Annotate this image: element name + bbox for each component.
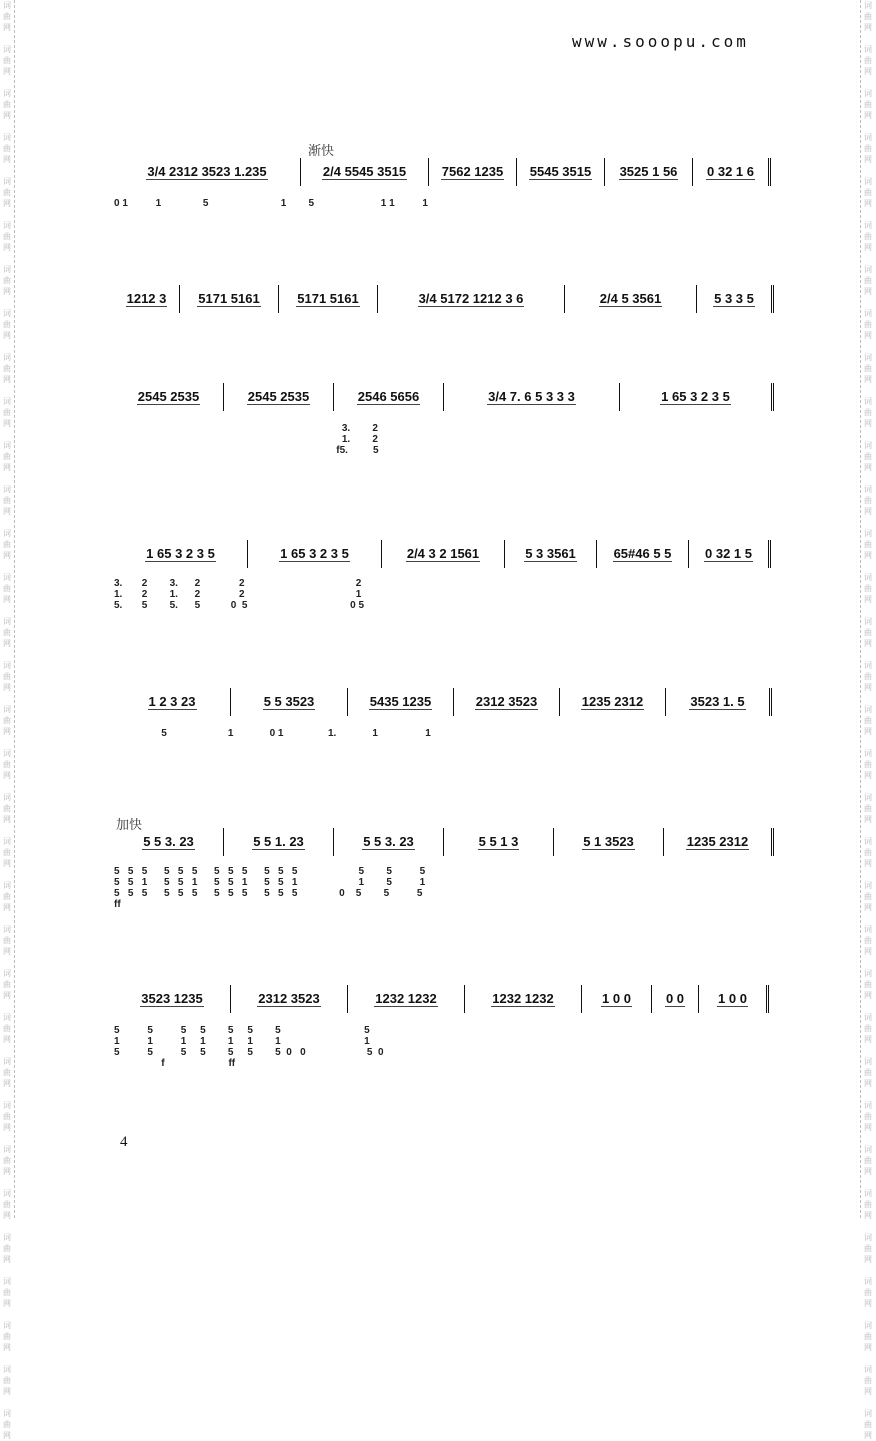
measure	[505, 540, 597, 568]
site-url: www.sooopu.com	[572, 32, 749, 51]
measure	[565, 285, 697, 313]
measure-notes: 2/4 5 3561	[599, 291, 662, 306]
measure-notes: 2312 3523	[475, 694, 538, 709]
measure-notes: 1 0 0	[602, 991, 631, 1006]
measure-notes: 1235 2312	[581, 694, 644, 709]
measure-notes: 0 32 1 5	[705, 546, 752, 561]
measure-notes: 1232 1232	[375, 991, 437, 1006]
measure-notes: 1 65 3 2 3 5	[146, 546, 215, 561]
watermark-strip-right: 词 曲 网 词 曲 网 词 曲 网 词 曲 网 词 曲 网 词 曲 网 词 曲 网 词 曲 网 词 曲 网 词 曲 网 词 曲 网 词 曲 网 词 曲 网 词 曲 网 词 曲 网 词 曲 网 词 曲 网 词 曲 网 词 曲 网 词 曲 网 词 曲 网 词 曲 网 词 曲 网 词 曲 网 词 曲 网 词 曲 网 词 曲 网 词 曲 网 词 曲 网 词 曲 网 词 曲 网 词 曲 网 词 曲 网	[860, 0, 875, 1218]
measure-notes: 3523 1. 5	[690, 694, 745, 709]
measure	[224, 383, 334, 411]
accompaniment-line: 3. 2 1. 2 f5. 5	[336, 423, 379, 456]
measure	[699, 985, 769, 1013]
measure-notes: 0 0	[665, 991, 685, 1006]
measure-notes: 1 65 3 2 3 5	[661, 389, 730, 404]
measure-notes: 2545 2535	[247, 389, 310, 404]
measure	[582, 985, 652, 1013]
accompaniment-line: 5 5 5 5 5 5 5 5 5 5 5 5 5 5 5 5 5 1 5 5 1 5 5 1 5 5 1 1 5 1 5 5 5 5 5 5 5 5 5 5 5 5 0 5 5 5 ff	[114, 866, 426, 910]
measure	[114, 985, 231, 1013]
measure-notes: 3523 1235	[141, 991, 203, 1006]
measure	[664, 828, 774, 856]
measure-notes: 3/4 5172 1212 3 6	[418, 291, 524, 306]
melody-line	[114, 285, 774, 315]
measure-notes: 1 2 3 23	[148, 694, 196, 709]
watermark-strip-left: 词 曲 网 词 曲 网 词 曲 网 词 曲 网 词 曲 网 词 曲 网 词 曲 网 词 曲 网 词 曲 网 词 曲 网 词 曲 网 词 曲 网 词 曲 网 词 曲 网 词 曲 网 词 曲 网 词 曲 网 词 曲 网 词 曲 网 词 曲 网 词 曲 网 词 曲 网 词 曲 网 词 曲 网 词 曲 网 词 曲 网 词 曲 网 词 曲 网 词 曲 网 词 曲 网 词 曲 网 词 曲 网 词 曲 网	[0, 0, 15, 1218]
measure-notes: 5171 5161	[198, 291, 260, 306]
measure	[597, 540, 689, 568]
measure	[334, 828, 444, 856]
melody-line	[114, 688, 774, 718]
measure	[697, 285, 774, 313]
measure	[465, 985, 582, 1013]
measure	[454, 688, 560, 716]
measure-notes: 3/4 2312 3523 1.235	[147, 164, 267, 179]
measure	[301, 158, 429, 186]
melody-line	[114, 540, 774, 570]
measure	[114, 383, 224, 411]
measure	[652, 985, 699, 1013]
measure	[114, 285, 180, 313]
measure-notes: 5171 5161	[297, 291, 359, 306]
measure-notes: 5 1 3523	[583, 834, 634, 849]
measure	[114, 158, 301, 186]
measure-notes: 1 65 3 2 3 5	[280, 546, 349, 561]
accompaniment-line: 5 5 5 5 5 5 5 5 1 1 1 1 1 1 1 1 5 5 5 5 5 5 5 0 0 5 0 f ff	[114, 1025, 384, 1069]
measure-notes: 65#46 5 5	[613, 546, 672, 561]
measure	[378, 285, 565, 313]
measure	[180, 285, 279, 313]
measure-notes: 1235 2312	[686, 834, 749, 849]
measure-notes: 5 5 3523	[263, 694, 315, 709]
measure	[382, 540, 505, 568]
melody-line	[114, 158, 774, 188]
measure	[693, 158, 771, 186]
page-number: 4	[120, 1134, 128, 1150]
measure-notes: 5 5 1. 23	[253, 834, 304, 849]
measure	[224, 828, 334, 856]
accompaniment-line: 5 1 0 1 1. 1 1	[114, 728, 431, 739]
measure-notes: 2/4 3 2 1561	[406, 546, 480, 561]
measure	[348, 688, 454, 716]
measure	[279, 285, 378, 313]
measure	[605, 158, 693, 186]
measure	[114, 828, 224, 856]
measure-notes: 3525 1 56	[619, 164, 678, 179]
measure-notes: 5 5 3. 23	[363, 834, 414, 849]
measure-notes: 5 5 1 3	[478, 834, 519, 849]
tempo-marking-accelerando: 渐快	[308, 143, 335, 158]
accompaniment-line: 3. 2 3. 2 2 2 1. 2 1. 2 2 1 5. 5 5. 5 0 5 0 5	[114, 578, 365, 611]
measure	[231, 985, 348, 1013]
measure-notes: 2312 3523	[258, 991, 320, 1006]
measure	[517, 158, 605, 186]
measure-notes: 2/4 5545 3515	[322, 164, 407, 179]
measure	[560, 688, 666, 716]
measure	[114, 540, 248, 568]
measure	[620, 383, 774, 411]
measure	[689, 540, 771, 568]
measure	[429, 158, 517, 186]
accompaniment-line: 0 1 1 5 1 5 1 1 1	[114, 198, 428, 209]
measure	[114, 688, 231, 716]
tempo-marking-faster: 加快	[116, 817, 143, 832]
measure	[554, 828, 664, 856]
measure	[666, 688, 772, 716]
measure-notes: 2546 5656	[357, 389, 420, 404]
melody-line	[114, 383, 774, 413]
melody-line	[114, 985, 774, 1015]
measure-notes: 3/4 7. 6 5 3 3 3	[488, 389, 575, 404]
measure	[248, 540, 382, 568]
measure	[444, 828, 554, 856]
measure-notes: 1 0 0	[718, 991, 747, 1006]
measure	[231, 688, 348, 716]
measure-notes: 1212 3	[126, 291, 167, 306]
measure-notes: 5 5 3. 23	[143, 834, 194, 849]
measure-notes: 5 3 3561	[525, 546, 576, 561]
measure	[334, 383, 444, 411]
measure	[444, 383, 620, 411]
measure-notes: 2545 2535	[137, 389, 200, 404]
measure-notes: 5 3 3 5	[714, 291, 754, 306]
measure-notes: 7562 1235	[441, 164, 504, 179]
measure-notes: 1232 1232	[492, 991, 554, 1006]
measure	[348, 985, 465, 1013]
measure-notes: 5545 3515	[529, 164, 592, 179]
measure-notes: 5435 1235	[369, 694, 432, 709]
measure-notes: 0 32 1 6	[707, 164, 754, 179]
melody-line	[114, 828, 774, 858]
